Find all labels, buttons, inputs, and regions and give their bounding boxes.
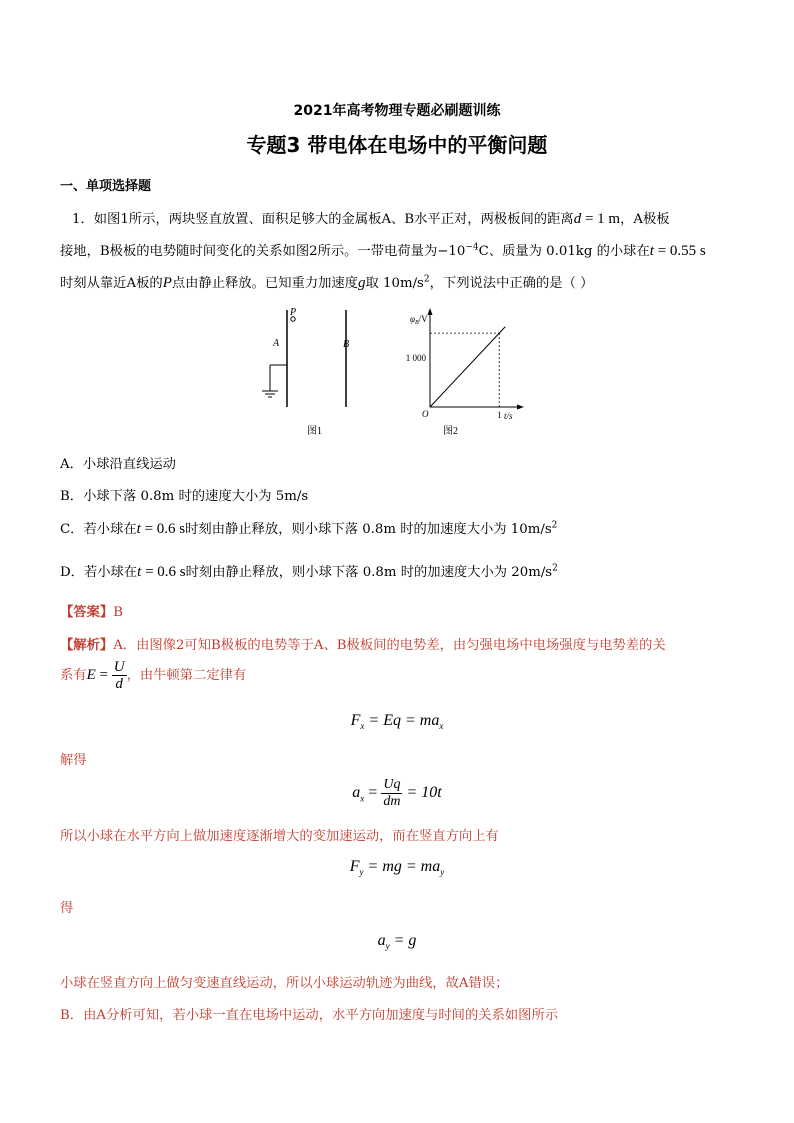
question-line-2: 接地，B极板的电势随时间变化的关系如图2所示。一带电荷量为$-10^{-4}C$、质量为 0.01kg 的小球在t = 0.55 s <box>60 242 706 259</box>
analysis-line-2: 系有E = $\frac{U}{d}$ ，由牛顿第二定律有 <box>60 659 247 692</box>
option-c: C．若小球在t = 0.6 s时刻由静止释放，则小球下落 0.8m 时的加速度大小为 $10m/s^2$ <box>60 520 558 537</box>
answer-value: B <box>113 605 123 620</box>
y-axis-label: $\varphi_B/V$ <box>410 314 428 326</box>
analysis-solve: 解得 <box>60 753 87 768</box>
label-a: A <box>273 338 280 349</box>
exam-subtitle: 2021年高考物理专题必刷题训练 <box>293 103 501 119</box>
answer-tag: 【答案】 <box>60 605 114 620</box>
x-axis-arrow <box>517 405 524 410</box>
option-d: D．若小球在t = 0.6 s时刻由静止释放，则小球下落 0.8m 时的加速度大小为 $20m/s^2$ <box>60 563 558 580</box>
figure-2-chart <box>398 305 528 435</box>
label-p: P <box>290 307 297 318</box>
analysis-line-1: 【解析】A．由图像2可知B极板的电势等于A、B极板间的电势差，由匀强电场中电场强度与电势差的关 <box>60 638 666 653</box>
question-line-1: 1．如图1所示，两块竖直放置、面积足够大的金属板A、B水平正对，两极板间的距离d = 1 m，A极板 <box>72 211 670 227</box>
y-tick-label: 1 000 <box>405 353 426 363</box>
analysis-line-3: 所以小球在水平方向上做加速度逐渐增大的变加速运动，而在竖直方向上有 <box>60 829 499 844</box>
option-b: B．小球下落 0.8m 时的速度大小为 5m/s <box>60 489 309 504</box>
figure-1-caption: 图1 <box>307 426 322 435</box>
formula-ax: $a_x$ = $\frac{Uq}{dm}$ = 10t <box>352 777 442 809</box>
y-axis-arrow <box>428 308 433 315</box>
ground-icon <box>262 365 287 397</box>
formula-fx: $F_x = Eq = ma_x$ <box>350 712 444 732</box>
figure-1-diagram <box>250 305 370 435</box>
figure-2-caption: 图2 <box>443 426 458 435</box>
formula-ay: $a_y = g$ <box>377 932 417 952</box>
x-tick-label: 1 <box>496 410 502 420</box>
answer-line <box>60 601 123 620</box>
question-line-3: 时刻从靠近A板的P点由静止释放。已知重力加速度g取 $10m/s^2$，下列说法中正确的是（ ） <box>60 274 594 291</box>
origin-label: O <box>422 409 429 419</box>
x-axis-label: t/s <box>504 411 513 421</box>
section-heading: 一、单项选择题 <box>60 179 152 194</box>
series-line <box>430 327 505 407</box>
option-a: A．小球沿直线运动 <box>60 457 176 472</box>
analysis-get: 得 <box>60 901 74 916</box>
formula-fy: $F_y$ = mg = $ma_y$ <box>349 858 445 878</box>
analysis-line-4: 小球在竖直方向上做匀变速直线运动，所以小球运动轨迹为曲线，故A错误； <box>60 976 509 991</box>
analysis-line-5: B．由A分析可知，若小球一直在电场中运动，水平方向加速度与时间的关系如图所示 <box>60 1008 559 1023</box>
label-b: B <box>343 339 350 350</box>
analysis-tag: 【解析】 <box>60 638 114 653</box>
page-title: 专题3 带电体在电场中的平衡问题 <box>246 133 548 157</box>
